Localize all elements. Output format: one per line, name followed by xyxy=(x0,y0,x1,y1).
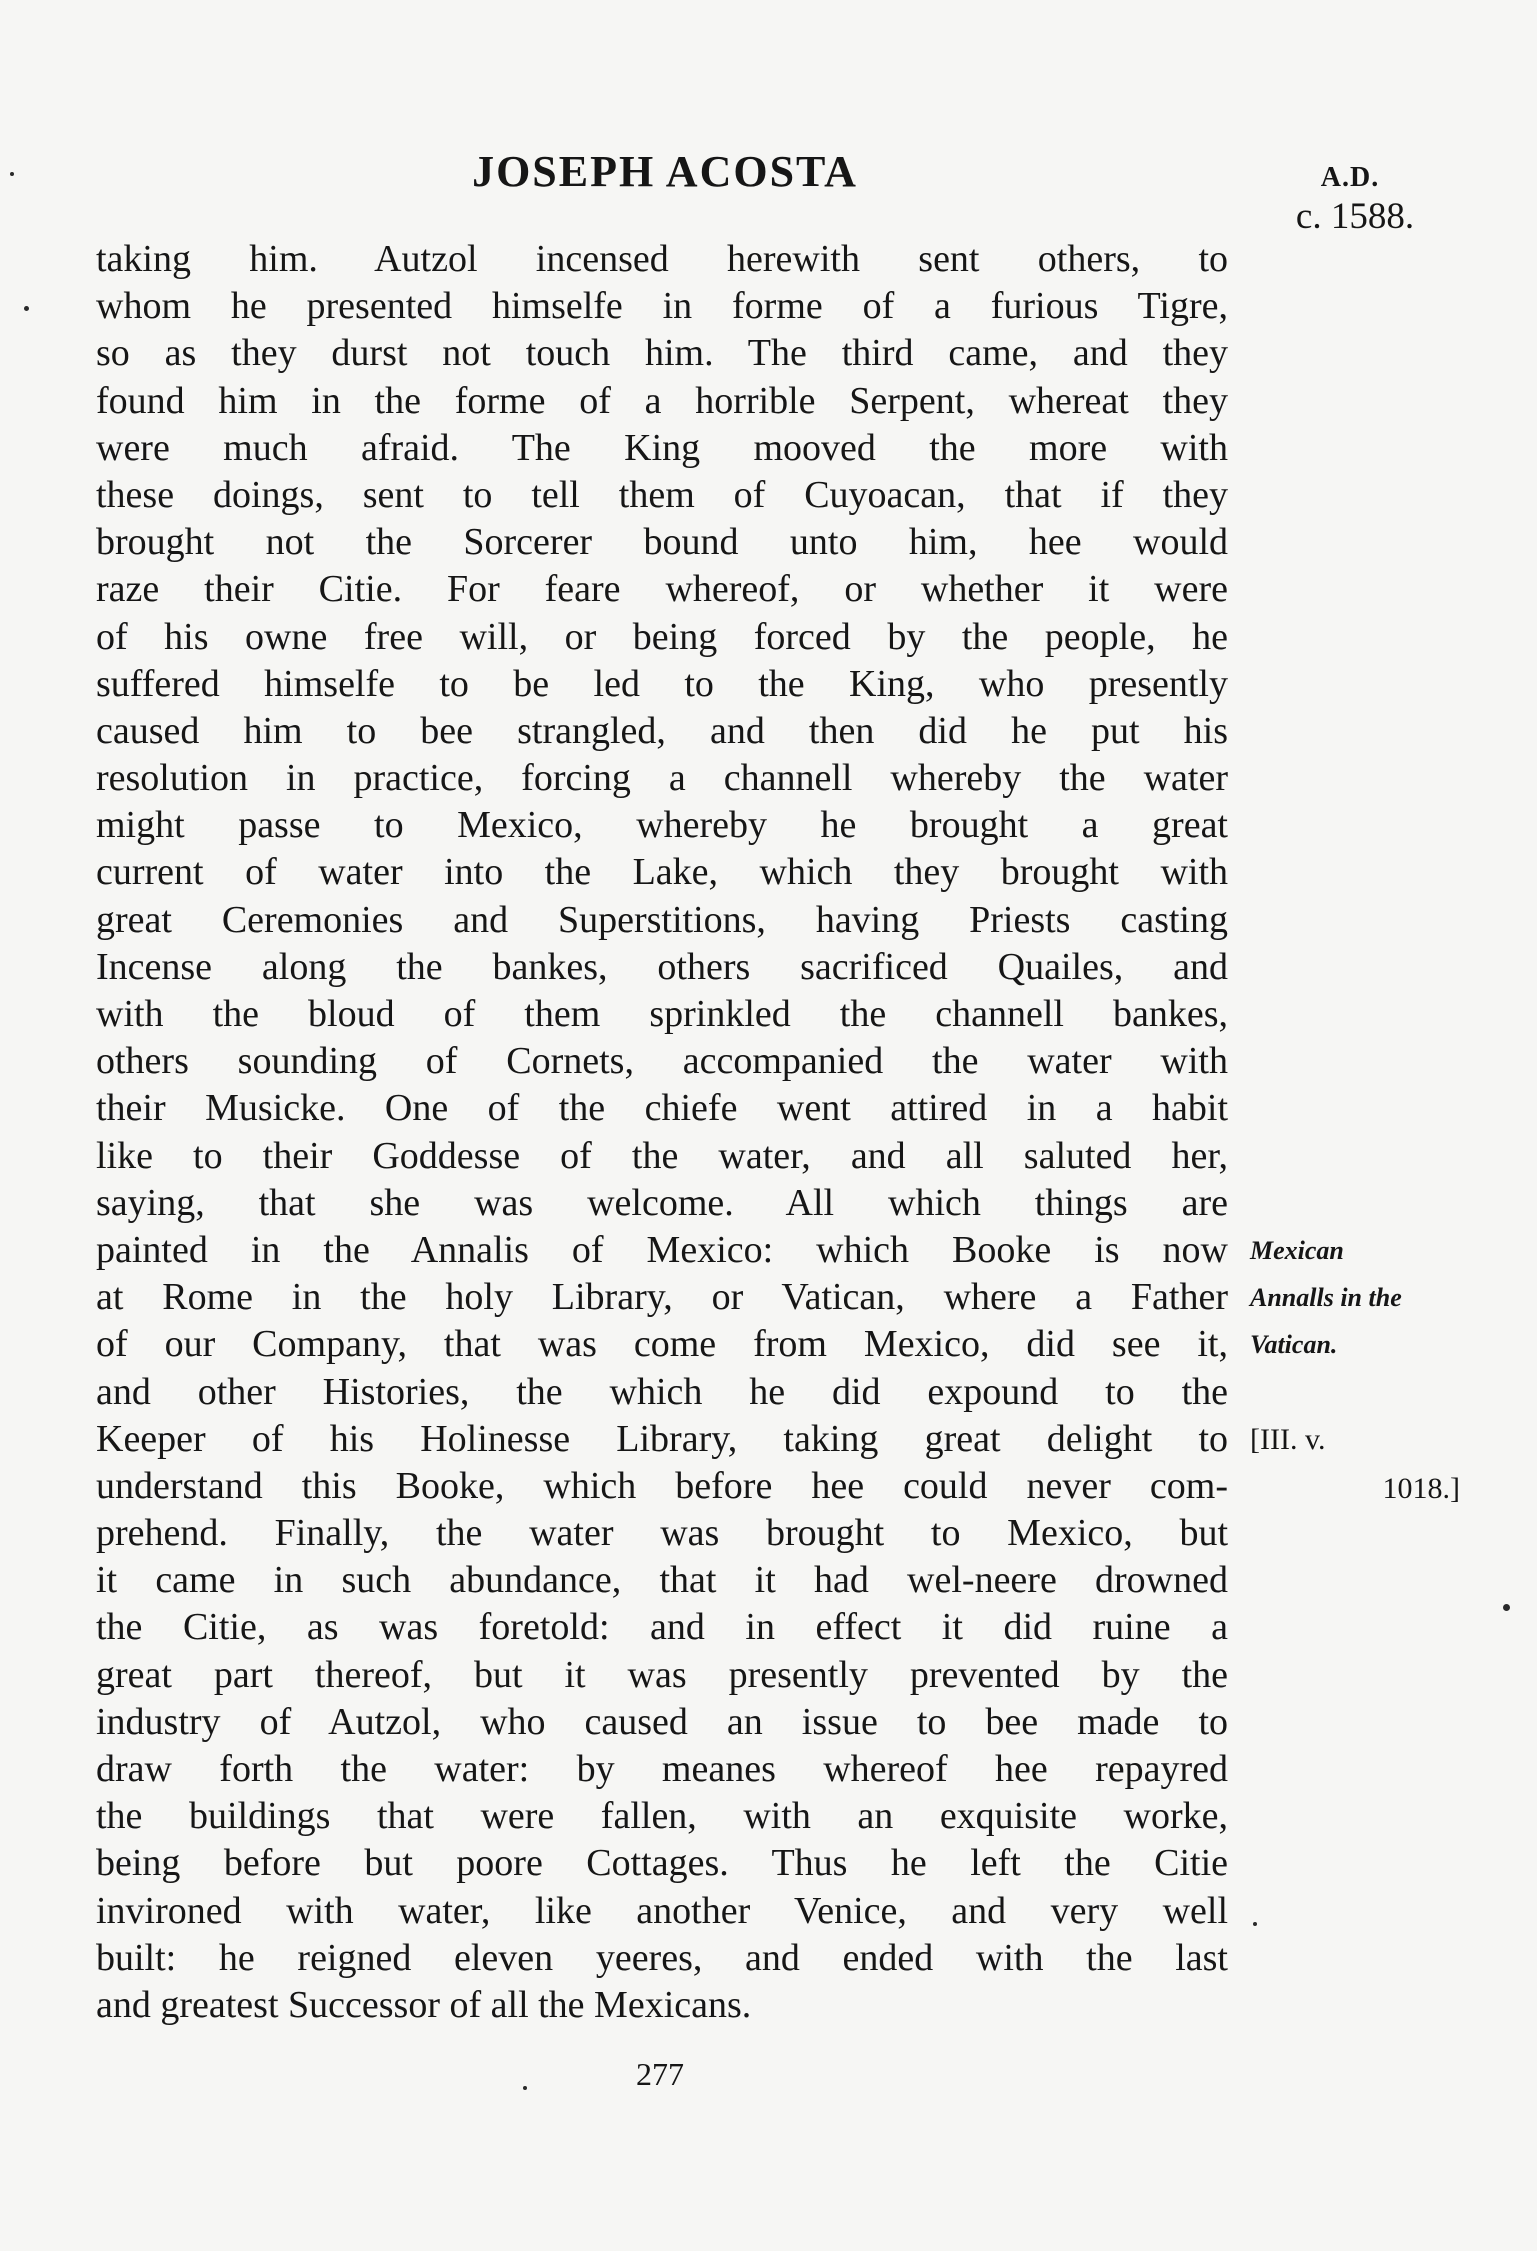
body-line: their Musicke. One of the chiefe went attired in a habit xyxy=(96,1087,1228,1130)
body-line: like to their Goddesse of the water, and all saluted her, xyxy=(96,1134,1228,1177)
body-line: and greatest Successor of all the Mexicans. xyxy=(96,1983,752,2026)
body-line: built: he reigned eleven yeeres, and ended with the last xyxy=(96,1936,1228,1979)
body-line: of his owne free will, or being forced by the people, he xyxy=(96,615,1228,658)
reference-line-1: [III. v. xyxy=(1250,1423,1326,1456)
body-line: suffered himselfe to be led to the King, who presently xyxy=(96,662,1228,705)
reference-line-2: 1018.] xyxy=(1382,1472,1460,1505)
body-line: the Citie, as was foretold: and in effect it did ruine a xyxy=(96,1606,1228,1649)
sidenote-line: Vatican. xyxy=(1250,1330,1338,1359)
body-line: these doings, sent to tell them of Cuyoacan, that if they xyxy=(96,473,1228,516)
sidenote-line: Annalls in the xyxy=(1250,1283,1402,1312)
body-line: it came in such abundance, that it had wel-neere drowned xyxy=(96,1559,1228,1602)
date-label: A.D. xyxy=(1320,162,1380,193)
running-title: JOSEPH ACOSTA xyxy=(472,147,858,196)
body-line: industry of Autzol, who caused an issue to bee made to xyxy=(96,1700,1228,1743)
body-line: Incense along the bankes, others sacrificed Quailes, and xyxy=(96,945,1228,988)
date-value: c. 1588. xyxy=(1295,196,1415,237)
body-line: caused him to bee strangled, and then did he put his xyxy=(96,709,1228,752)
body-line: being before but poore Cottages. Thus he left the Citie xyxy=(96,1842,1228,1885)
body-line: raze their Citie. For feare whereof, or whether it were xyxy=(96,568,1228,611)
body-line: prehend. Finally, the water was brought to Mexico, but xyxy=(96,1512,1228,1555)
page-number: 277 xyxy=(636,2056,684,2092)
body-line: great Ceremonies and Superstitions, having Priests casting xyxy=(96,898,1228,941)
body-line: of our Company, that was come from Mexico, did see it, xyxy=(96,1323,1228,1366)
body-line: at Rome in the holy Library, or Vatican, where a Father xyxy=(96,1276,1228,1319)
body-text xyxy=(96,236,1228,2029)
ink-speck xyxy=(1253,1922,1257,1926)
body-line: taking him. Autzol incensed herewith sent others, to xyxy=(96,238,1228,280)
body-line: Keeper of his Holinesse Library, taking great delight to xyxy=(96,1417,1228,1460)
body-line: found him in the forme of a horrible Serpent, whereat they xyxy=(96,379,1228,422)
body-line: painted in the Annalis of Mexico: which Booke is now xyxy=(96,1228,1228,1271)
body-line: might passe to Mexico, whereby he brought a great xyxy=(96,804,1228,847)
body-line: the buildings that were fallen, with an exquisite worke, xyxy=(96,1795,1228,1838)
body-line: and other Histories, the which he did expound to the xyxy=(96,1370,1228,1413)
body-line: current of water into the Lake, which they brought with xyxy=(96,851,1228,894)
margin-reference xyxy=(1250,1416,1470,1512)
body-line: so as they durst not touch him. The third came, and they xyxy=(96,332,1228,375)
margin-sidenote xyxy=(1250,1227,1470,1368)
body-line: brought not the Sorcerer bound unto him, hee would xyxy=(96,521,1228,564)
ink-speck xyxy=(24,306,29,311)
body-line: saying, that she was welcome. All which things are xyxy=(96,1181,1228,1224)
body-line: invironed with water, like another Venice, and very well xyxy=(96,1889,1228,1932)
body-line: understand this Booke, which before hee could never com- xyxy=(96,1464,1228,1507)
body-line: resolution in practice, forcing a channell whereby the water xyxy=(96,757,1228,800)
body-line: draw forth the water: by meanes whereof hee repayred xyxy=(96,1748,1228,1790)
body-line: great part thereof, but it was presently prevented by the xyxy=(96,1653,1228,1696)
body-line: with the bloud of them sprinkled the channell bankes, xyxy=(96,993,1228,1035)
body-line: were much afraid. The King mooved the more with xyxy=(96,426,1228,469)
ink-speck xyxy=(10,172,14,176)
ink-speck xyxy=(1503,1604,1510,1611)
body-line: whom he presented himselfe in forme of a furious Tigre, xyxy=(96,285,1228,328)
sidenote-line: Mexican xyxy=(1250,1236,1344,1265)
ink-speck xyxy=(523,2086,527,2090)
body-line: others sounding of Cornets, accompanied the water with xyxy=(96,1040,1228,1083)
